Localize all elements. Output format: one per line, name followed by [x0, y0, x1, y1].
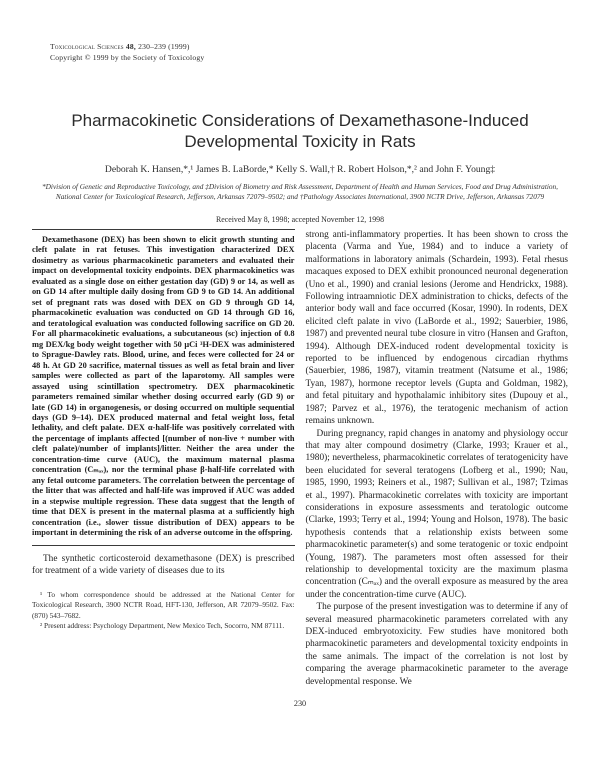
two-column-body [32, 229, 568, 688]
page-title: Pharmacokinetic Considerations of Dexamethasone-Induced Developmental Toxicity in Rats [71, 111, 529, 152]
left-column [32, 229, 295, 688]
right-column [306, 229, 569, 688]
body-paragraph-2: During pregnancy, rapid changes in anatomy and physiology occur that may alter compound dosimetry (Clarke, 1993; Krauer et al., 1980); nevertheless, pharmacokinetic correlates of teratogenicity have been elucidated for several teratogens (Lofberg et al., 1990; Nau, 1985, 1990, 1993; Reiners et al., 1987; Sullivan et al., 1987; Tzimas et al., 1997). Pharmacokinetic correlates with toxicity are important considerations in exposure assessments and teratologic outcome (Clarke, 1993; Terry et al., 1994; Young and Holson, 1978). The basic hypothesis contends that a relationship exists between some pharmacokinetic parameter(s) and some teratogenic or toxic endpoint (Young, 1987). The parameters most often assessed for their relationship to developmental toxicity are the maximum plasma concentration (Cₘₐₓ) and the overall exposure as measured by the area under the concentration-time curve (AUC). [305, 428, 568, 600]
intro-paragraph: The synthetic corticosteroid dexamethasone (DEX) is prescribed for treatment of a wide variety of diseases due to its [32, 553, 295, 576]
received-line: Received May 8, 1998; accepted November 12, 1998 [215, 214, 385, 224]
affiliations: *Division of Genetic and Reproductive Toxicology, and ‡Division of Biometry and Risk Assessment, Department of Health and Human Services, Food and Drug Administration, National Center for Toxicological Research, Jefferson, Arkansas 72079–9502; and †Pathology Associates International, 3900 NCTR Drive, Jefferson, Arkansas 72079 [42, 181, 558, 202]
footnote-correspondence: ¹ To whom correspondence should be addressed at the National Center for Toxicological Research, 3900 NCTR Road, HFT-130, Jefferson, AR 72079–9502. Fax: (870) 543–7682. [32, 590, 295, 620]
journal-citation-line [50, 41, 204, 52]
abstract-top-rule [32, 229, 295, 230]
body-paragraph-3: The purpose of the present investigation was to determine if any of several measured pharmacokinetic parameters correlated with any DEX-induced embryotoxicity. Few studies have monitored both pharmacokinetic parameters and developmental toxicity endpoints in the same animals. The impact of the correlation is not lost by comparing the average pharmacokinetic parameter to the average developmental response. We [305, 602, 568, 687]
copyright-line: Copyright © 1999 by the Society of Toxicology [50, 53, 205, 63]
journal-masthead [50, 41, 204, 64]
abstract-bottom-rule [32, 545, 295, 546]
page-number: 230 [293, 699, 307, 708]
journal-name: Toxicological Sciences [50, 42, 124, 51]
abstract-text: Dexamethasone (DEX) has been shown to elicit growth stunting and cleft palate in rat fetuses. This investigation characterized DEX dosimetry as various pharmacokinetic parameters and evaluated their impact on developmental toxicity endpoints. DEX pharmacokinetics was evaluated as a single dose on either gestation day (GD) 9 or 14, as well as on GD 14 after multiple daily dosing from GD 9 to GD 14. An additional set of pregnant rats was dosed with DEX on GD 9 through GD 14, pharmacokinetic evaluation was conducted on GD 14 through GD 16, and teratological evaluation was conducted following sacrifice on GD 20. For all pharmacokinetic evaluations, a subcutaneous (sc) injection of 0.8 mg DEX/kg body weight together with 50 μCi ³H-DEX was administered to Sprague-Dawley rats. Blood, urine, and feces were collected for 24 or 48 h. At GD 20 sacrifice, maternal tissues as well as fetal brain and liver samples were collected as part of the laparotomy. All samples were assayed using scintillation spectrometry. DEX pharmacokinetic parameters remained similar whether dosing occurred early (GD 9) or late (GD 14) in organogenesis, or dosing occurred on multiple sequential days (GD 9–14). DEX produced maternal and fetal weight loss, fetal lethality, and cleft palate. DEX α-half-life was positively correlated with the percentage of implants affected [(number of non-live + number with cleft palate)/number of implants]/litter. Neither the area under the concentration-time curve (AUC), the maximum maternal plasma concentration (Cₘₐₓ), nor the terminal phase β-half-life correlated with any fetal outcome parameters. The correlation between the percentage of the litter that was affected and half-life was improved if AUC was added in a stepwise multiple regression. These data suggest that the length of time that DEX is present in the maternal plasma at a sufficiently high concentration (i.e., slower tissue distribution of DEX) appears to be important in determining the risk of an adverse outcome in the offspring. [32, 235, 295, 538]
authors-line: Deborah K. Hansen,*,¹ James B. LaBorde,* Kelly S. Wall,† R. Robert Holson,*,² and John F. Young‡ [104, 163, 496, 175]
footnote-present-address: ² Present address: Psychology Department, New Mexico Tech, Socorro, NM 87111. [40, 621, 285, 631]
body-paragraph-1: strong anti-inflammatory properties. It has been shown to cross the placenta (Varma and Yue, 1984) and to induce a variety of malformations in laboratory animals (Schardein, 1993). Fetal rhesus macaques exposed to DEX exhibit pronounced neuronal degeneration (Uno et al., 1990) and cranial lesions (Jerome and Hendrickx, 1988). Following intraamniotic DEX administration to chicks, defects of the anterior body wall and face occurred (Kosar, 1990). In rodents, DEX elicited cleft palate in vivo (LaBorde et al., 1992; Sauerbier, 1986, 1987) and prevented neural tube closure in vitro (Hansen and Grafton, 1994). Although DEX-induced rodent developmental toxicity is reported to be influenced by endogenous circadian rhythms (Sauerbier, 1986, 1987), vitamin treatment (Natsume et al., 1986; Tyan, 1987), hormone receptor levels (Gupta and Goldman, 1982), and fetal pituitary and hypothalamic inhibitory sites (Dupouy et al., 1987; Parvez et al., 1976), the teratogenic mechanism of action remains unknown. [305, 230, 568, 427]
journal-volume: 48, [125, 42, 136, 51]
footnotes [32, 590, 295, 631]
title-block [0, 110, 600, 224]
journal-pages: 230–239 (1999) [138, 42, 190, 51]
